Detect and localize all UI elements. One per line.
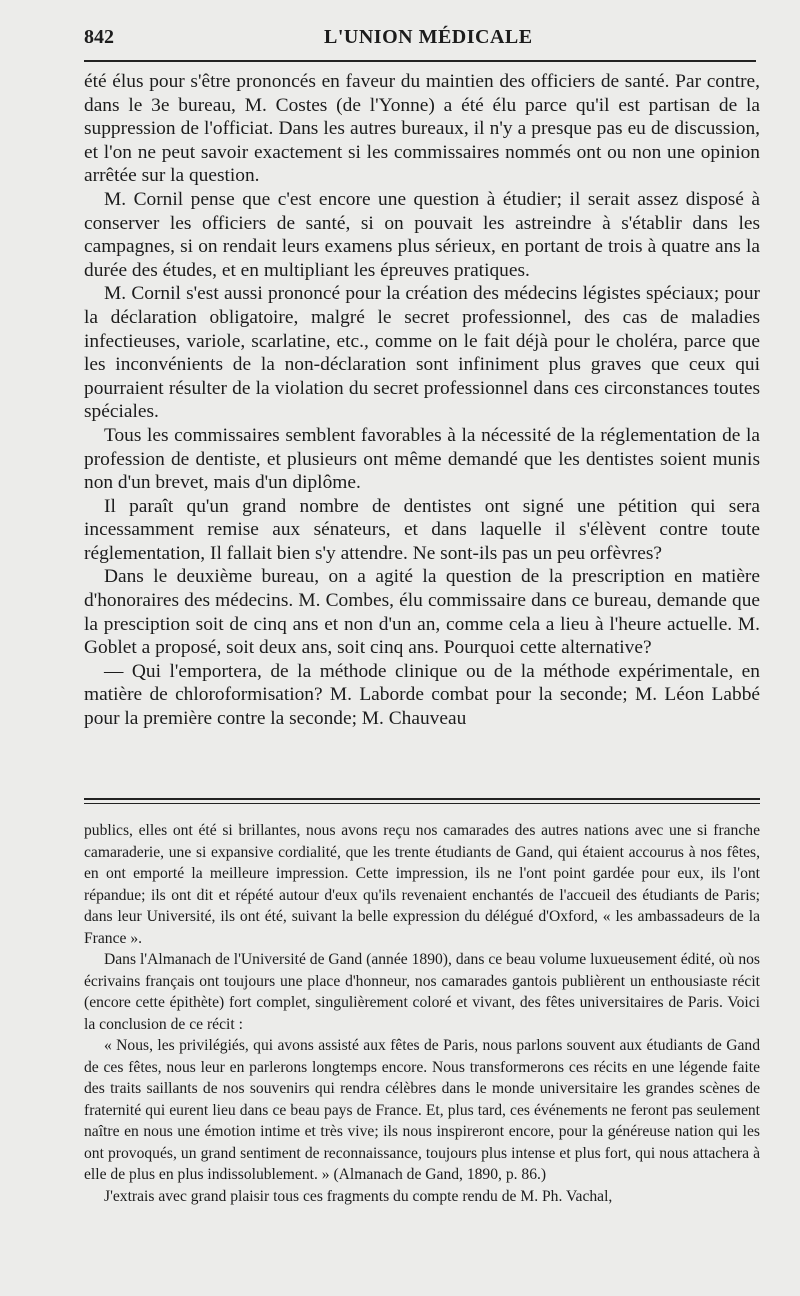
footnotes bbox=[84, 820, 760, 1207]
paragraph: M. Cornil s'est aussi prononcé pour la création des médecins légistes spéciaux; pour la déclaration obligatoire, malgré le secret professionnel, des cas de maladies infectieuses, variole, scarlatine, etc., comme on le fait déjà pour le choléra, parce que les inconvénients de la non-déclaration sont infiniment plus graves que ceux qui pourraient résulter de la violation du secret professionnel dans ces circonstances toutes spéciales. bbox=[84, 283, 760, 423]
footnote-rule bbox=[84, 798, 760, 804]
paragraph: Il paraît qu'un grand nombre de dentistes ont signé une pétition qui sera incessamment remise aux sénateurs, et dans laquelle il s'élèvent contre toute réglementation, Il fallait bien s'y attendre. Ne sont-ils pas un peu orfèvres? bbox=[84, 495, 760, 564]
footnote-paragraph: publics, elles ont été si brillantes, nous avons reçu nos camarades des autres nations avec une si franche camaraderie, une si expansive cordialité, que les trente étudiants de Gand, qui étaient accourus à nos fêtes, en ont emporté la meilleure impression. Cette impression, ils ne l'ont point gardée pour eux, ils l'ont répandue; ils ont dit et répété autour d'eux qu'ils revenaient enchantés de l'accueil des étudiants de Paris; dans leur Université, ils ont été, suivant la belle expression du délégué d'Oxford, « les ambassadeurs de la France ». bbox=[84, 822, 760, 947]
page-number: 842 bbox=[84, 26, 114, 48]
paragraph: Dans le deuxième bureau, on a agité la question de la prescription en matière d'honoraires des médecins. M. Combes, élu commissaire dans ce bureau, demande que la presciption soit de cinq ans et non d'un an, comme cela a lieu à l'heure actuelle. M. Goblet a proposé, soit deux ans, soit cinq ans. Pourquoi cette alternative? bbox=[84, 566, 760, 659]
paragraph: Tous les commissaires semblent favorables à la nécessité de la réglementation de la profession de dentiste, et plusieurs ont même demandé que les dentistes soient munis non d'un brevet, mais d'un diplôme. bbox=[84, 424, 760, 494]
footnote-paragraph: J'extrais avec grand plaisir tous ces fragments du compte rendu de M. Ph. Vachal, bbox=[104, 1187, 613, 1205]
header-rule bbox=[84, 60, 756, 62]
paragraph: — Qui l'emportera, de la méthode clinique ou de la méthode expérimentale, en matière de chloroformisation? M. Laborde combat pour la seconde; M. Léon Labbé pour la première contre la seconde; M. Chauveau bbox=[84, 660, 760, 730]
paragraph: M. Cornil pense que c'est encore une question à étudier; il serait assez disposé à conserver les officiers de santé, si on pouvait les astreindre à s'établir dans les campagnes, si on rendait leurs examens plus sérieux, en portant de trois à quatre ans la durée des études, et en multipliant les épreuves pratiques. bbox=[84, 188, 760, 281]
paragraph: été élus pour s'être prononcés en faveur du maintien des officiers de santé. Par contre, dans le 3e bureau, M. Costes (de l'Yonne) a été élu parce qu'il est partisan de la suppression de l'officiat. Dans les autres bureaux, il n'y a presque pas eu de discussion, et l'on ne peut savoir exactement si les commissaires nommés ont ou non une opinion arrêtée sur la question. bbox=[84, 71, 760, 187]
running-header bbox=[84, 26, 754, 56]
footnote-paragraph: « Nous, les privilégiés, qui avons assisté aux fêtes de Paris, nous parlons souvent aux étudiants de Gand de ces fêtes, nous leur en parlerons longtemps encore. Nous transformerons ces récits en une légende faite des traits saillants de nos souvenirs qui rendra célèbres dans le monde universitaire les grandes scènes de fraternité qui eurent lieu dans ce beau pays de France. Et, plus tard, ces événements ne feront pas seulement naître en nous une émotion intime et très vive; ils nous inspireront encore, pour la généreuse nation qui les ont provoqués, un grand sentiment de reconnaissance, toujours plus intense et plus fort, qui nous attachera à elle de plus en plus indissolublement. » (Almanach de Gand, 1890, p. 86.) bbox=[84, 1037, 760, 1183]
main-text bbox=[84, 70, 760, 731]
journal-title: L'UNION MÉDICALE bbox=[324, 26, 533, 48]
footnote-paragraph: Dans l'Almanach de l'Université de Gand (année 1890), dans ce beau volume luxueusement édité, où nos écrivains français ont toujours une place d'honneur, nos camarades gantois publièrent un enthousiaste récit (encore cette épithète) fort complet, singulièrement coloré et vivant, des fêtes universitaires de Paris. Voici la conclusion de ce récit : bbox=[84, 951, 760, 1033]
